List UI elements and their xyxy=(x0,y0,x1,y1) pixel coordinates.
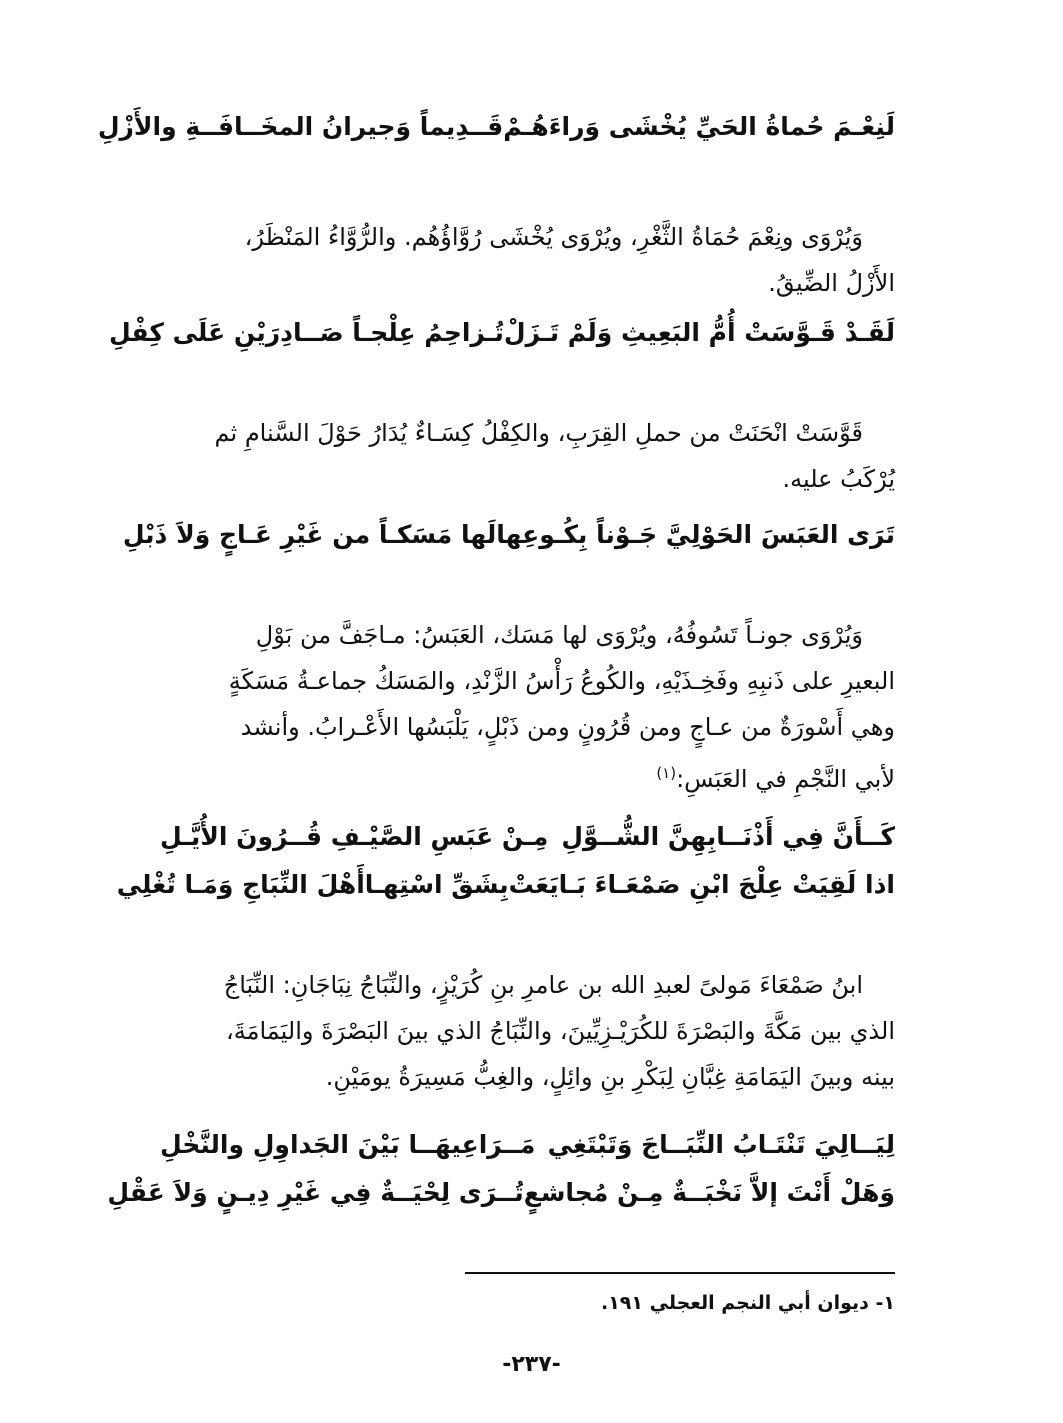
paragraph-line: قَوَّسَتْ انْحَنَتْ من حملِ القِرَبِ، والكِفْلُ كِسَـاءٌ يُدَارُ حَوْلَ السَّنامِ ثم xyxy=(214,419,863,447)
paragraph-line: وَيُرْوَى جونـاً تَسُوفُهُ، ويُرْوَى لها مَسَك، العَبَسُ: مـاجَفَّ من بَوْلِ xyxy=(255,621,863,649)
commentary-paragraph-2 xyxy=(160,410,895,502)
verse-2-first-hemistich: لَقَـدْ قَـوَّسَتْ أُمُّ البَعِيثِ وَلَمْ تَـزَلْ xyxy=(503,318,895,347)
verse-6-second-hemistich: مَــرَاعِيهَــا بَيْنَ الجَداوِلِ والنَّخْلِ xyxy=(160,1130,536,1159)
verse-line-7 xyxy=(107,1176,895,1210)
verse-line-3 xyxy=(122,518,895,552)
page-number: -٢٣٧- xyxy=(502,1352,561,1377)
verse-1-second-hemistich: قَــدِيماً وَجيرانُ المخَــافَــةِ والأَزْلِ xyxy=(97,112,504,141)
paragraph-line: ابنُ صَمْعَاءَ مَولىً لعبدِ الله بن عامرِ بنِ كُرَيْزٍ، والنِّبَاجُ نِبَاجَانِ: النِّبَاجُ xyxy=(223,971,863,999)
paragraph-line: البعيرِ على ذَنبِهِ وفَخِـذَيْهِ، والكُوعُ رَأْسُ الزَّنْدِ، والمَسَكُ جماعـةُ مَسَكَةٍ xyxy=(228,667,895,695)
verse-7-second-hemistich: تُــرَى لِحْيَــةٌ فِي غَيْرِ دِيـنٍ وَلاَ عَقْلِ xyxy=(107,1178,524,1207)
verse-line-4 xyxy=(160,820,895,854)
commentary-paragraph-1 xyxy=(160,214,895,306)
paragraph-line: وهي أَسْورَةٌ من عـاجٍ ومن قُرُونٍ ومن ذَبْلٍ، يَلْبَسُها الأَعْـرابُ. وأنشد xyxy=(240,713,895,741)
verse-4-first-hemistich: كَــأَنَّ فِي أَذْنَــابِهِنَّ الشُّــوَّلِ xyxy=(561,822,895,851)
paragraph-line-with-footnote xyxy=(160,750,895,802)
verse-2-second-hemistich: تُـزاحِمُ عِلْجـاً صَــادِرَيْنِ عَلَى كِفْلِ xyxy=(109,318,504,347)
verse-line-6 xyxy=(160,1128,895,1162)
commentary-paragraph-3 xyxy=(160,612,895,802)
paragraph-line: بينه وبينَ اليَمَامَةِ غِبَّانِ لِبَكْرِ بنِ وائِلٍ، والغِبُّ مَسِيرَةُ يومَيْنِ. xyxy=(325,1063,895,1091)
paragraph-line: يُرْكَبُ عليه. xyxy=(782,465,895,493)
verse-line-5 xyxy=(116,868,895,902)
paragraph-line: وَيُرْوَى ونِعْمَ حُمَاةُ الثَّغْرِ، ويُرْوَى يُخْشَى رُوَّاؤُهُم. والرُّوَّاءُ المَنْظَرُ، xyxy=(244,223,863,251)
verse-line-2 xyxy=(109,316,895,350)
verse-7-first-hemistich: وَهَلْ أَنْتَ إلاَّ نَخْبَــةٌ مِـنْ مُجاشعٍ xyxy=(523,1178,895,1207)
verse-6-first-hemistich: لِيَــالِيَ تَنْتَـابُ النِّبَــاجَ وَتَبْتَغِي xyxy=(547,1130,895,1159)
verse-4-second-hemistich: مِـنْ عَبَسِ الصَّيْـفِ قُــرُونَ الأُيَّـلِ xyxy=(160,822,549,851)
footnote-marker: (١) xyxy=(656,764,677,782)
footnote: ١- ديوان أبي النجم العجلي ١٩١. xyxy=(600,1292,895,1314)
paragraph-line: الأَزْلُ الضِّيقُ. xyxy=(768,269,895,297)
verse-3-second-hemistich: لَها مَسَكـاً من غَيْرِ عَـاجٍ وَلاَ ذَبْلِ xyxy=(122,520,497,549)
verse-5-second-hemistich: بِشَقِّ اسْتِهـاأَهْلَ النِّبَاجِ وَمَـا تُغْلِي xyxy=(116,870,509,899)
verse-3-first-hemistich: تَرَى العَبَسَ الحَوْلِيَّ جَـوْناً بِكُـوعِها xyxy=(496,520,895,549)
paragraph-line-text: لأبي النَّجْمِ في العَبَسِ: xyxy=(676,765,895,793)
paragraph-line: الذي بين مَكَّةَ والبَصْرَةَ للكُرَيْـزِيِّينَ، والنِّبَاجُ الذي بينَ البَصْرَةَ واليَمَامَةَ، xyxy=(225,1017,895,1045)
commentary-paragraph-4 xyxy=(160,962,895,1100)
verse-5-first-hemistich: اذا لَقِيَتْ عِلْجَ ابْنِ صَمْعَـاءَ بَـايَعَتْ xyxy=(508,870,895,899)
footnote-divider xyxy=(465,1272,895,1274)
verse-line-1 xyxy=(97,110,895,144)
verse-1-first-hemistich: لَنِعْـمَ حُماةُ الحَيِّ يُخْشَى وَراءَهُـمْ xyxy=(503,112,895,141)
